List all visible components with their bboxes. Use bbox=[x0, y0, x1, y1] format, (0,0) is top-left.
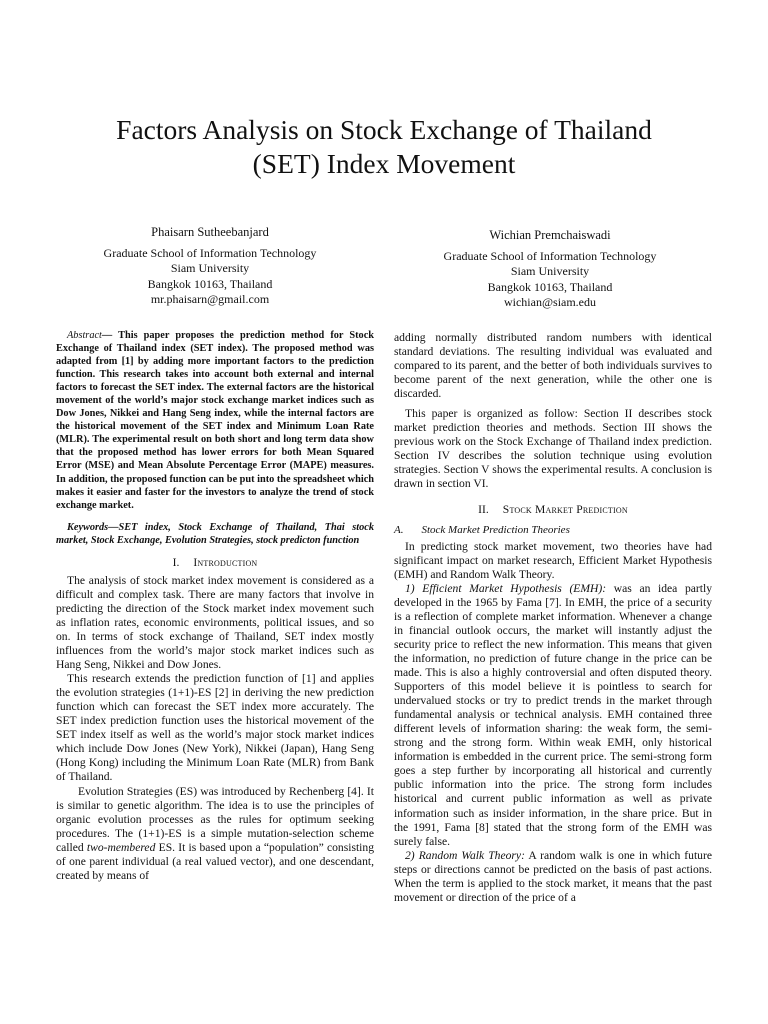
author-affiliation: Graduate School of Information Technology bbox=[443, 248, 657, 263]
abstract-text: This paper proposes the prediction method for Stock Exchange of Thailand index (SET index). The proposed method was adapted from [1] by adding more important factors to the prediction function. This research takes into account both external and internal factors to forecast the SET index. The external factors are the historical movement of the world’s major stock exchange market indices such as Dow Jones, Nikkei and Hang Seng index, while the internal factors are the historical movement of the SET index and Minimum Loan Rate (MLR). The experimental result on both short and long term data show that the proposed method has lower errors for both Mean Squared Error (MSE) and Mean Absolute Percentage Error (MAPE) measures. In addition, the proposed function can be put into the spreadsheet which makes it easier and faster for the investors to analyze the trend of stock exchange market. bbox=[56, 330, 375, 511]
author-block-1 bbox=[50, 225, 370, 308]
intro-paragraph-3-emphasis: two-membered bbox=[86, 840, 156, 854]
emh-text: was an idea partly developed in the 1965 by Fama [7]. In EMH, the price of a security is a reflection of complete market information. Whenever a change in financial outlook occurs, the market will instantly adjust the security price to reflect the new information. This means that given the information, no prediction of future change in the price can be made. This is also a highly controversial and often disputed theory. Supporters of this model believe it is pointless to search for undervalued stocks or try to predict trends in the market through fundamental analysis or technical analysis. EMH contained three different levels of information sharing: the weak form, the semi-strong and the strong form. Within weak EMH, only historical information is embedded in the current price. The semi-strong form goes a step further by incorporating all historical and currently public information into the price. The strong form includes historical and current public information as well as private information such as insider information, in the share price. But in the 1991, Fama [8] stated that the strong form of the EMH was surely false. bbox=[394, 581, 712, 848]
section-title: Stock Market Prediction bbox=[502, 502, 628, 516]
subsection-heading bbox=[394, 523, 712, 537]
paper-title-line-2: (SET) Index Movement bbox=[252, 148, 516, 179]
abstract bbox=[56, 329, 374, 512]
author-address: Bangkok 10163, Thailand bbox=[147, 276, 273, 291]
abstract-label: Abstract bbox=[67, 330, 102, 341]
section-number: I. bbox=[172, 555, 180, 569]
emh-paragraph bbox=[394, 582, 712, 849]
subsection-letter: A. bbox=[394, 523, 404, 536]
section-heading-introduction bbox=[56, 556, 374, 570]
intro-paragraph-1: The analysis of stock market index movement is considered as a difficult and complex task. There are many factors that involve in predicting the direction of the Stock market index movement such as inflation rates, economic environments, political issues, and so on. In terms of stock exchange of Thailand, SET index mostly influences from the world’s major stock market indices such as Hang Seng, Nikkei and Dow Jones. bbox=[56, 573, 374, 672]
intro-paragraph-2: This research extends the prediction function of [1] and applies the evolution strategies (1+1)-ES [2] in deriving the new prediction function which can forecast the SET index more accurately. The SET index prediction function uses the historical movement of the SET index itself as well as the world’s major stock market indices which include Dow Jones (New York), Nikkei (Japan), Hang Seng (Hong Kong) including the Minimum Loan Rate (MLR) from Bank of Thailand. bbox=[56, 672, 374, 784]
author-email: wichian@siam.edu bbox=[503, 295, 597, 309]
section-title: Introduction bbox=[193, 555, 258, 569]
intro-paragraph-3-text-b: ES. It is based upon a “population” consisting of one parent individual (a real valued vector), and one descendant, created by means of bbox=[56, 840, 374, 882]
author-name: Phaisarn Sutheebanjard bbox=[151, 225, 269, 239]
author-email: mr.phaisarn@gmail.com bbox=[150, 292, 270, 306]
intro-paragraph-3 bbox=[56, 785, 374, 883]
author-block-2 bbox=[390, 228, 710, 311]
section-number: II. bbox=[478, 502, 489, 516]
random-walk-heading: 2) Random Walk Theory: bbox=[405, 848, 525, 862]
paper-title-line-1: Factors Analysis on Stock Exchange of Thailand bbox=[116, 114, 652, 145]
left-column bbox=[56, 329, 374, 883]
author-address: Bangkok 10163, Thailand bbox=[487, 279, 613, 294]
abstract-dash: — bbox=[101, 330, 119, 341]
keywords: Keywords—SET index, Stock Exchange of Thailand, Thai stock market, Stock Exchange, Evolution Strategies, stock predicton function bbox=[56, 521, 374, 546]
paper-title bbox=[60, 113, 708, 181]
intro-paragraph-3-text-a: Evolution Strategies (ES) was introduced by Rechenberg [4]. It is similar to genetic algorithm. The idea is to use the principles of organic evolution processes as the rules for optimum seeking procedures. The (1+1)-ES is a simple mutation-selection scheme called bbox=[56, 784, 374, 854]
random-walk-paragraph bbox=[394, 849, 712, 905]
section-heading-stock-market-prediction bbox=[394, 503, 712, 517]
random-walk-text: A random walk is one in which future steps or directions cannot be predicted on the basis of past actions. When the term is applied to the stock market, it means that the past movement or direction of the price of a bbox=[394, 848, 712, 904]
subsection-title: Stock Market Prediction Theories bbox=[421, 523, 570, 536]
right-column bbox=[394, 331, 712, 905]
emh-heading: 1) Efficient Market Hypothesis (EMH): bbox=[405, 581, 607, 595]
organization-paragraph: This paper is organized as follow: Section II describes stock market prediction theories and methods. Section III shows the previous work on the Stock Exchange of Thailand index prediction. Section IV describes the solution technique using evolution strategies. Section V shows the experimental results. A conclusion is drawn in section VI. bbox=[394, 407, 712, 491]
author-university: Siam University bbox=[170, 261, 250, 275]
author-affiliation: Graduate School of Information Technology bbox=[103, 245, 317, 260]
author-university: Siam University bbox=[510, 264, 590, 278]
es-paragraph-continued: adding normally distributed random numbers with identical standard deviations. The resulting individual was evaluated and compared to its parent, and the better of both individuals survives to become parent of the next generation, while the other one is discarded. bbox=[394, 331, 712, 401]
theories-paragraph: In predicting stock market movement, two theories have had significant impact on market research, Efficient Market Hypothesis (EMH) and Random Walk Theory. bbox=[394, 539, 712, 581]
author-name: Wichian Premchaiswadi bbox=[489, 228, 611, 242]
